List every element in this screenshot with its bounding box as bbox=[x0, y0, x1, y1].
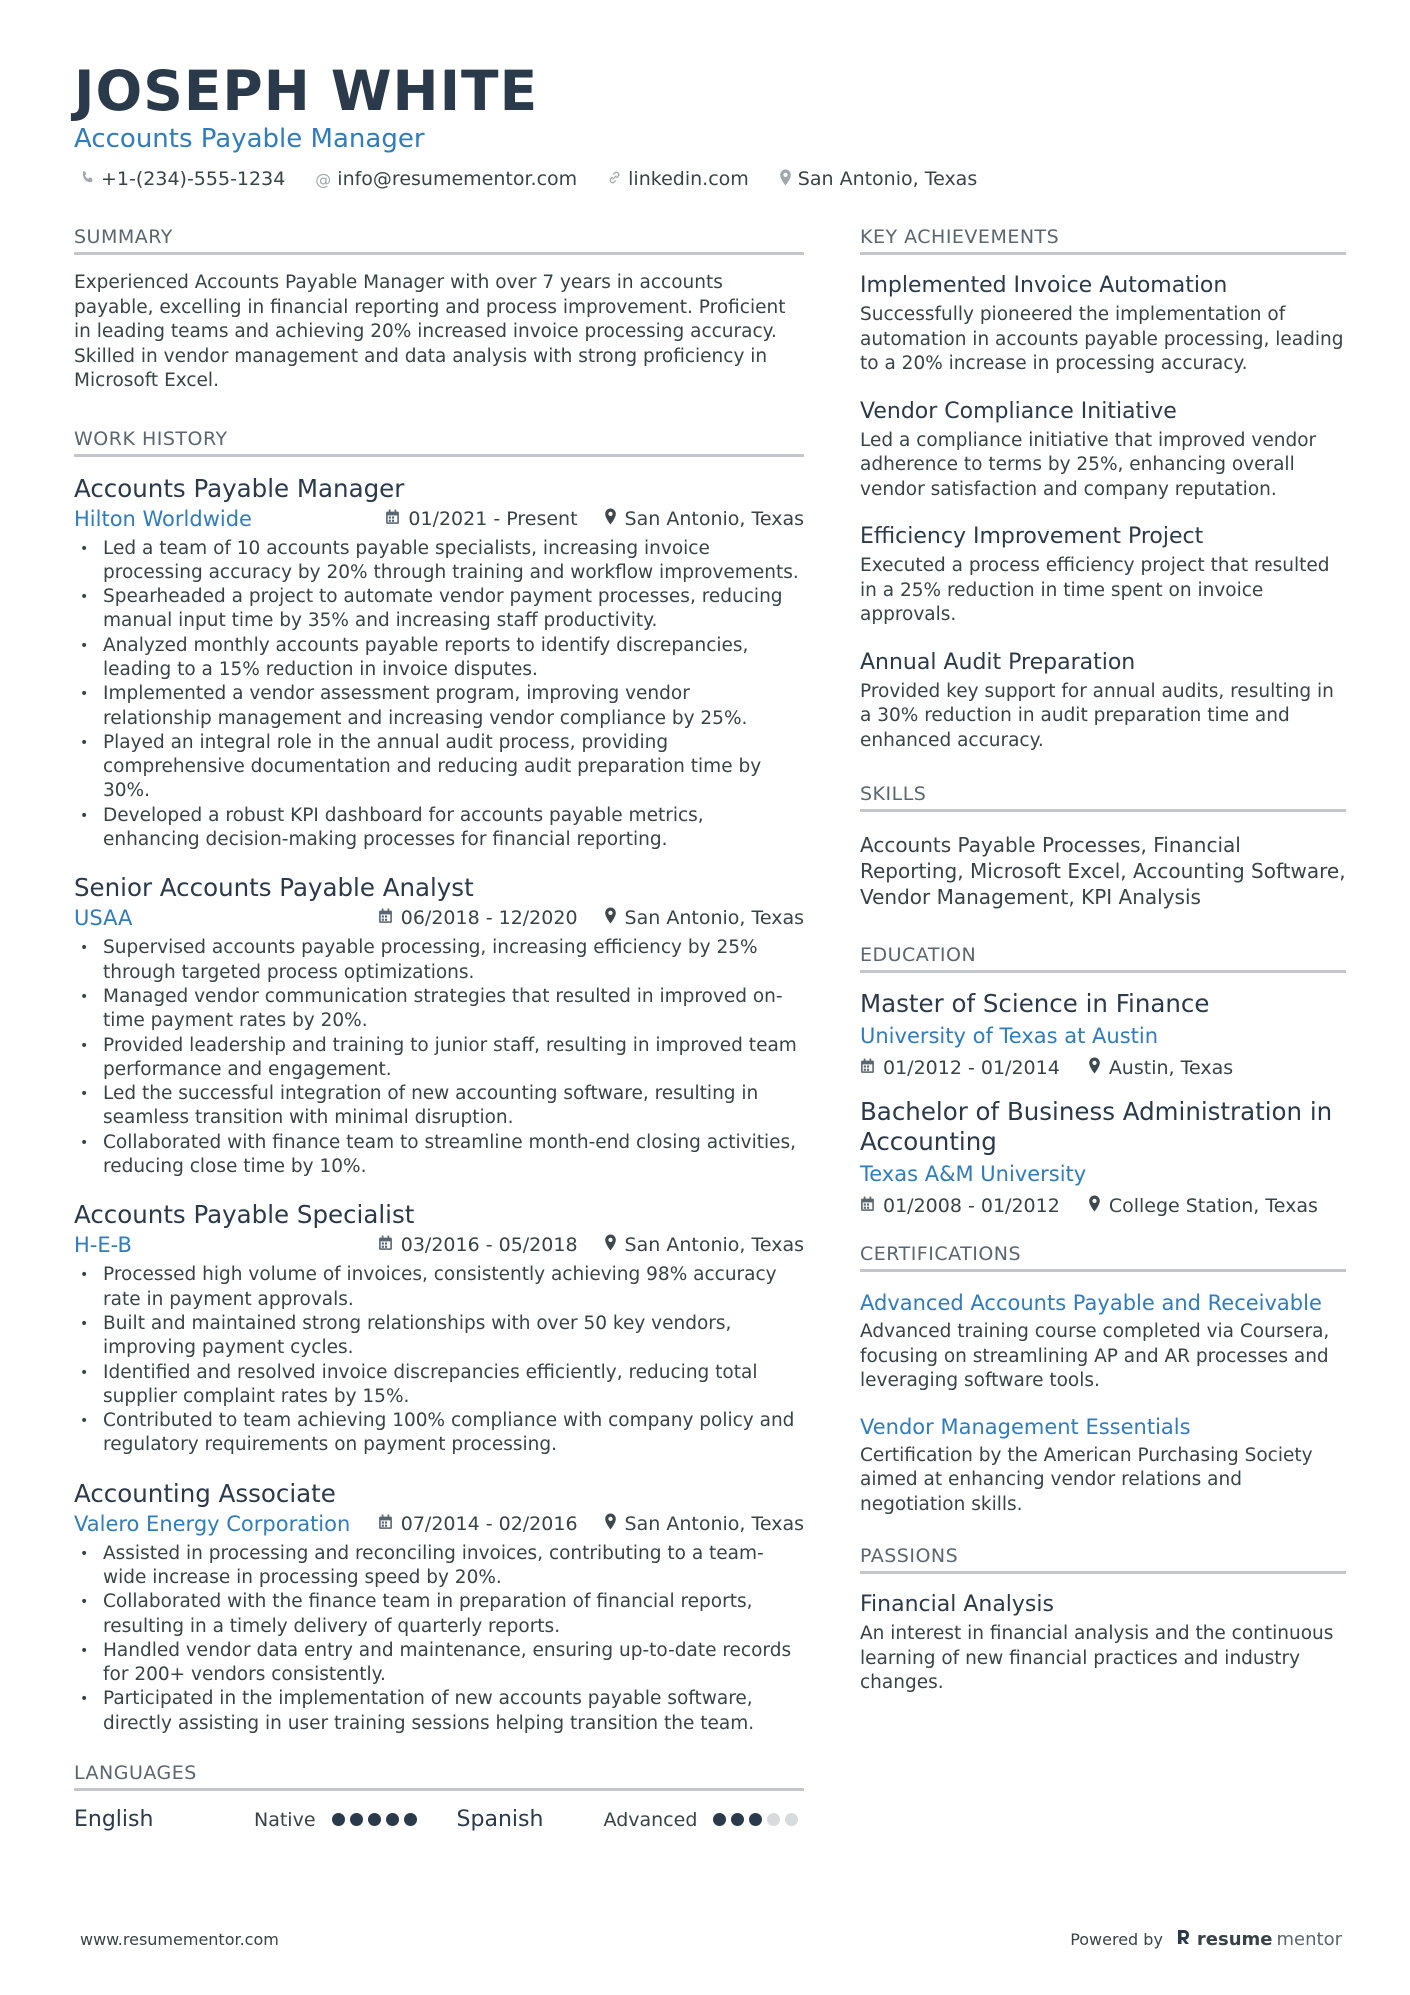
education-degree: Master of Science in Finance bbox=[860, 989, 1210, 1018]
achievements-heading: KEY ACHIEVEMENTS bbox=[860, 226, 1346, 255]
achievement-title: Efficiency Improvement Project bbox=[860, 524, 1204, 549]
rating-dot-filled bbox=[350, 1813, 363, 1826]
job-bullet: • Handled vendor data entry and maintenance, ensuring up-to-date records for 200+ vendors consistently. bbox=[74, 1639, 804, 1688]
education-location bbox=[1088, 1195, 1318, 1217]
job-entry bbox=[74, 872, 804, 1179]
rating-dot-filled bbox=[386, 1813, 399, 1826]
job-bullet: • Managed vendor communication strategies that resulted in improved on-time payment rates by 20%. bbox=[74, 985, 804, 1034]
job-bullet: • Identified and resolved invoice discrepancies efficiently, reducing total supplier complaint rates by 15%. bbox=[74, 1361, 804, 1410]
education-meta bbox=[860, 1057, 1346, 1079]
map-pin-icon bbox=[604, 1234, 617, 1256]
job-entry bbox=[74, 1199, 804, 1457]
education-heading: EDUCATION bbox=[860, 944, 1346, 973]
job-bullet: • Led a team of 10 accounts payable specialists, increasing invoice processing accuracy by 20% through training and workflow improvements. bbox=[74, 537, 804, 586]
rating-dot-empty bbox=[767, 1813, 780, 1826]
education-section bbox=[860, 944, 1346, 1217]
brand-logo-icon bbox=[1175, 1928, 1193, 1951]
job-company: H-E-B bbox=[74, 1233, 132, 1258]
brand-name-light: mentor bbox=[1276, 1929, 1342, 1950]
job-company: Hilton Worldwide bbox=[74, 506, 252, 531]
certification-text: Certification by the American Purchasing Society aimed at enhancing vendor relations and negotiation skills. bbox=[860, 1444, 1313, 1515]
languages-heading: LANGUAGES bbox=[74, 1762, 804, 1791]
job-bullet: • Collaborated with the finance team in preparation of financial reports, resulting in a timely delivery of quarterly reports. bbox=[74, 1590, 804, 1639]
job-location bbox=[604, 508, 804, 530]
skills-section bbox=[860, 783, 1346, 910]
skills-text: Accounts Payable Processes, Financial Reporting, Microsoft Excel, Accounting Software, Vendor Management, KPI Analysis bbox=[860, 833, 1346, 909]
skills-heading: SKILLS bbox=[860, 783, 1346, 812]
linkedin-text[interactable]: linkedin.com bbox=[628, 168, 749, 190]
powered-by-text: Powered by bbox=[1070, 1930, 1163, 1949]
job-bullet: • Analyzed monthly accounts payable reports to identify discrepancies, leading to a 15% reduction in invoice disputes. bbox=[74, 634, 804, 683]
calendar-icon bbox=[378, 1513, 393, 1535]
job-title: Accounts Payable Manager bbox=[74, 473, 405, 503]
certifications-heading: CERTIFICATIONS bbox=[860, 1243, 1346, 1272]
candidate-name: JOSEPH WHITE bbox=[74, 59, 539, 123]
link-icon bbox=[607, 170, 622, 189]
rating-dot-filled bbox=[731, 1813, 744, 1826]
summary-section bbox=[74, 226, 804, 394]
rating-dot-filled bbox=[404, 1813, 417, 1826]
calendar-icon bbox=[378, 1234, 393, 1256]
job-location-text: San Antonio, Texas bbox=[624, 1234, 804, 1257]
job-company: Valero Energy Corporation bbox=[74, 1511, 351, 1536]
education-school: University of Texas at Austin bbox=[860, 1024, 1159, 1048]
education-degree: Bachelor of Business Administration in Accounting bbox=[860, 1097, 1333, 1156]
email-text[interactable]: info@resumementor.com bbox=[337, 168, 578, 190]
job-dates bbox=[385, 508, 577, 530]
achievement-item bbox=[860, 648, 1346, 754]
certification-text: Advanced training course completed via Coursera, focusing on streamlining AP and AR processes and leveraging software tools. bbox=[860, 1321, 1330, 1391]
job-meta-right bbox=[378, 1234, 804, 1256]
job-location bbox=[604, 1513, 804, 1535]
passions-section bbox=[860, 1545, 1346, 1696]
job-bullet: • Built and maintained strong relationships with over 50 key vendors, improving payment cycles. bbox=[74, 1312, 804, 1361]
rating-dot-empty bbox=[785, 1813, 798, 1826]
summary-text: Experienced Accounts Payable Manager with over 7 years in accounts payable, excelling in financial reporting and process improvement. Proficient in leading teams and achieving 20% increased invoice processing accuracy. Skilled in vendor management and data analysis with strong proficiency in Microsoft Excel. bbox=[74, 272, 786, 391]
language-name: English bbox=[74, 1807, 154, 1833]
education-item bbox=[860, 1097, 1346, 1217]
education-location-text: College Station, Texas bbox=[1108, 1195, 1318, 1217]
candidate-title: Accounts Payable Manager bbox=[74, 124, 425, 154]
achievement-title: Implemented Invoice Automation bbox=[860, 273, 1228, 298]
job-meta-right bbox=[378, 1513, 804, 1535]
map-pin-icon bbox=[1088, 1057, 1101, 1079]
language-level: Native bbox=[254, 1808, 316, 1831]
job-location-text: San Antonio, Texas bbox=[624, 507, 804, 530]
achievement-text: Successfully pioneered the implementation of automation in accounts payable processing, leading to a 20% increase in processing accuracy. bbox=[860, 304, 1344, 374]
job-meta-right bbox=[378, 907, 804, 929]
job-entry bbox=[74, 473, 804, 853]
education-item bbox=[860, 989, 1346, 1079]
languages-row bbox=[74, 1807, 804, 1832]
job-title: Accounts Payable Specialist bbox=[74, 1200, 415, 1230]
passion-item bbox=[860, 1590, 1346, 1696]
achievement-title: Vendor Compliance Initiative bbox=[860, 398, 1177, 424]
left-column bbox=[74, 226, 804, 1866]
job-meta-right bbox=[385, 508, 804, 530]
location-text: San Antonio, Texas bbox=[797, 168, 978, 190]
job-location-text: San Antonio, Texas bbox=[624, 907, 804, 930]
job-bullets bbox=[74, 537, 804, 853]
phone-text: +1-(234)-555-1234 bbox=[101, 168, 286, 190]
passions-heading: PASSIONS bbox=[860, 1545, 1346, 1574]
rating-dot-filled bbox=[368, 1813, 381, 1826]
job-title: Accounting Associate bbox=[74, 1478, 336, 1508]
at-sign-icon: @ bbox=[315, 169, 332, 189]
summary-heading: SUMMARY bbox=[74, 226, 804, 255]
job-meta bbox=[74, 1233, 804, 1257]
job-bullet: • Spearheaded a project to automate vendor payment processes, reducing manual input time by 35% and increasing staff productivity. bbox=[74, 585, 804, 634]
brand-logo bbox=[1175, 1928, 1342, 1951]
certification-title: Vendor Management Essentials bbox=[860, 1414, 1191, 1439]
language-level: Advanced bbox=[603, 1808, 698, 1831]
certification-item bbox=[860, 1412, 1346, 1518]
education-dates-text: 01/2008 - 01/2012 bbox=[883, 1195, 1060, 1217]
achievement-item bbox=[860, 522, 1346, 628]
contact-linkedin[interactable] bbox=[607, 168, 749, 190]
job-meta bbox=[74, 906, 804, 930]
education-school: Texas A&M University bbox=[860, 1162, 1087, 1186]
calendar-icon bbox=[378, 907, 393, 929]
job-bullet: • Developed a robust KPI dashboard for accounts payable metrics, enhancing decision-making processes for financial reporting. bbox=[74, 804, 804, 853]
map-pin-icon bbox=[1088, 1195, 1101, 1217]
footer-website[interactable]: www.resumementor.com bbox=[80, 1930, 279, 1949]
achievement-item bbox=[860, 271, 1346, 377]
achievement-item bbox=[860, 397, 1346, 503]
job-meta bbox=[74, 1512, 804, 1536]
job-bullet: • Collaborated with finance team to streamline month-end closing activities, reducing close time by 10%. bbox=[74, 1131, 804, 1180]
map-pin-icon bbox=[604, 1513, 617, 1535]
achievement-title: Annual Audit Preparation bbox=[860, 649, 1136, 675]
calendar-icon bbox=[860, 1195, 875, 1217]
language-rating bbox=[332, 1813, 417, 1826]
rating-dot-filled bbox=[332, 1813, 345, 1826]
job-entry bbox=[74, 1478, 804, 1736]
job-dates-text: 07/2014 - 02/2016 bbox=[400, 1512, 578, 1535]
job-bullet: • Implemented a vendor assessment program, improving vendor relationship management and increasing vendor compliance by 25%. bbox=[74, 682, 804, 731]
job-dates-text: 06/2018 - 12/2020 bbox=[400, 907, 578, 930]
job-bullet: • Contributed to team achieving 100% compliance with company policy and regulatory requirements on payment processing. bbox=[74, 1409, 804, 1458]
contact-location bbox=[779, 168, 977, 190]
job-company: USAA bbox=[74, 906, 133, 931]
brand-name-bold: resume bbox=[1196, 1929, 1273, 1950]
phone-icon bbox=[80, 170, 95, 189]
page-footer bbox=[80, 1928, 1342, 1951]
education-dates bbox=[860, 1195, 1060, 1217]
certification-title: Advanced Accounts Payable and Receivable bbox=[860, 1291, 1322, 1315]
job-bullet: • Played an integral role in the annual audit process, providing comprehensive documentation and reducing audit preparation time by 30%. bbox=[74, 731, 804, 804]
job-location-text: San Antonio, Texas bbox=[624, 1512, 804, 1535]
calendar-icon bbox=[385, 508, 400, 530]
job-dates bbox=[378, 907, 578, 929]
education-location bbox=[1088, 1057, 1233, 1079]
job-meta bbox=[74, 507, 804, 531]
map-pin-icon bbox=[604, 907, 617, 929]
work-history-section bbox=[74, 428, 804, 1737]
map-pin-icon bbox=[604, 508, 617, 530]
education-meta bbox=[860, 1195, 1346, 1217]
job-dates-text: 01/2021 - Present bbox=[408, 507, 578, 530]
job-bullet: • Led the successful integration of new accounting software, resulting in seamless transition with minimal disruption. bbox=[74, 1082, 804, 1131]
right-column bbox=[860, 226, 1346, 1730]
job-dates bbox=[378, 1234, 578, 1256]
job-bullet: • Supervised accounts payable processing, increasing efficiency by 25% through targeted process optimizations. bbox=[74, 936, 804, 985]
achievement-text: Led a compliance initiative that improved vendor adherence to terms by 25%, enhancing overall vendor satisfaction and company reputation. bbox=[860, 429, 1317, 500]
map-pin-icon bbox=[779, 169, 792, 190]
education-dates bbox=[860, 1057, 1060, 1079]
languages-section bbox=[74, 1762, 804, 1832]
rating-dot-filled bbox=[749, 1813, 762, 1826]
job-dates bbox=[378, 1513, 578, 1535]
job-bullets bbox=[74, 1542, 804, 1736]
job-bullets bbox=[74, 1263, 804, 1457]
certification-item bbox=[860, 1288, 1346, 1394]
work-history-heading: WORK HISTORY bbox=[74, 428, 804, 457]
job-bullet: • Participated in the implementation of new accounts payable software, directly assisting in user training sessions helping transition the team. bbox=[74, 1687, 804, 1736]
language-name: Spanish bbox=[456, 1807, 544, 1833]
resume-header bbox=[74, 60, 1344, 190]
passion-title: Financial Analysis bbox=[860, 1592, 1054, 1617]
job-title: Senior Accounts Payable Analyst bbox=[74, 873, 474, 903]
rating-dot-filled bbox=[713, 1813, 726, 1826]
language-rating bbox=[713, 1813, 798, 1826]
job-dates-text: 03/2016 - 05/2018 bbox=[400, 1234, 578, 1257]
job-bullet: • Assisted in processing and reconciling invoices, contributing to a team-wide increase in processing speed by 20%. bbox=[74, 1542, 804, 1591]
job-location bbox=[604, 1234, 804, 1256]
powered-by bbox=[1070, 1928, 1342, 1951]
job-location bbox=[604, 907, 804, 929]
contact-bar bbox=[74, 168, 1344, 190]
job-bullets bbox=[74, 936, 804, 1179]
job-bullet: • Provided leadership and training to junior staff, resulting in improved team performance and engagement. bbox=[74, 1034, 804, 1083]
contact-phone bbox=[80, 168, 285, 190]
achievement-text: Executed a process efficiency project that resulted in a 25% reduction in time spent on invoice approvals. bbox=[860, 555, 1330, 625]
passion-text: An interest in financial analysis and the continuous learning of new financial practices and industry changes. bbox=[860, 1623, 1334, 1693]
job-bullet: • Processed high volume of invoices, consistently achieving 98% accuracy rate in payment approvals. bbox=[74, 1263, 804, 1312]
contact-email[interactable] bbox=[315, 168, 577, 190]
achievement-text: Provided key support for annual audits, resulting in a 30% reduction in audit preparation time and enhanced accuracy. bbox=[860, 680, 1334, 751]
education-location-text: Austin, Texas bbox=[1108, 1057, 1234, 1079]
achievements-section bbox=[860, 226, 1346, 753]
calendar-icon bbox=[860, 1057, 875, 1079]
certifications-section bbox=[860, 1243, 1346, 1517]
education-dates-text: 01/2012 - 01/2014 bbox=[883, 1057, 1060, 1079]
